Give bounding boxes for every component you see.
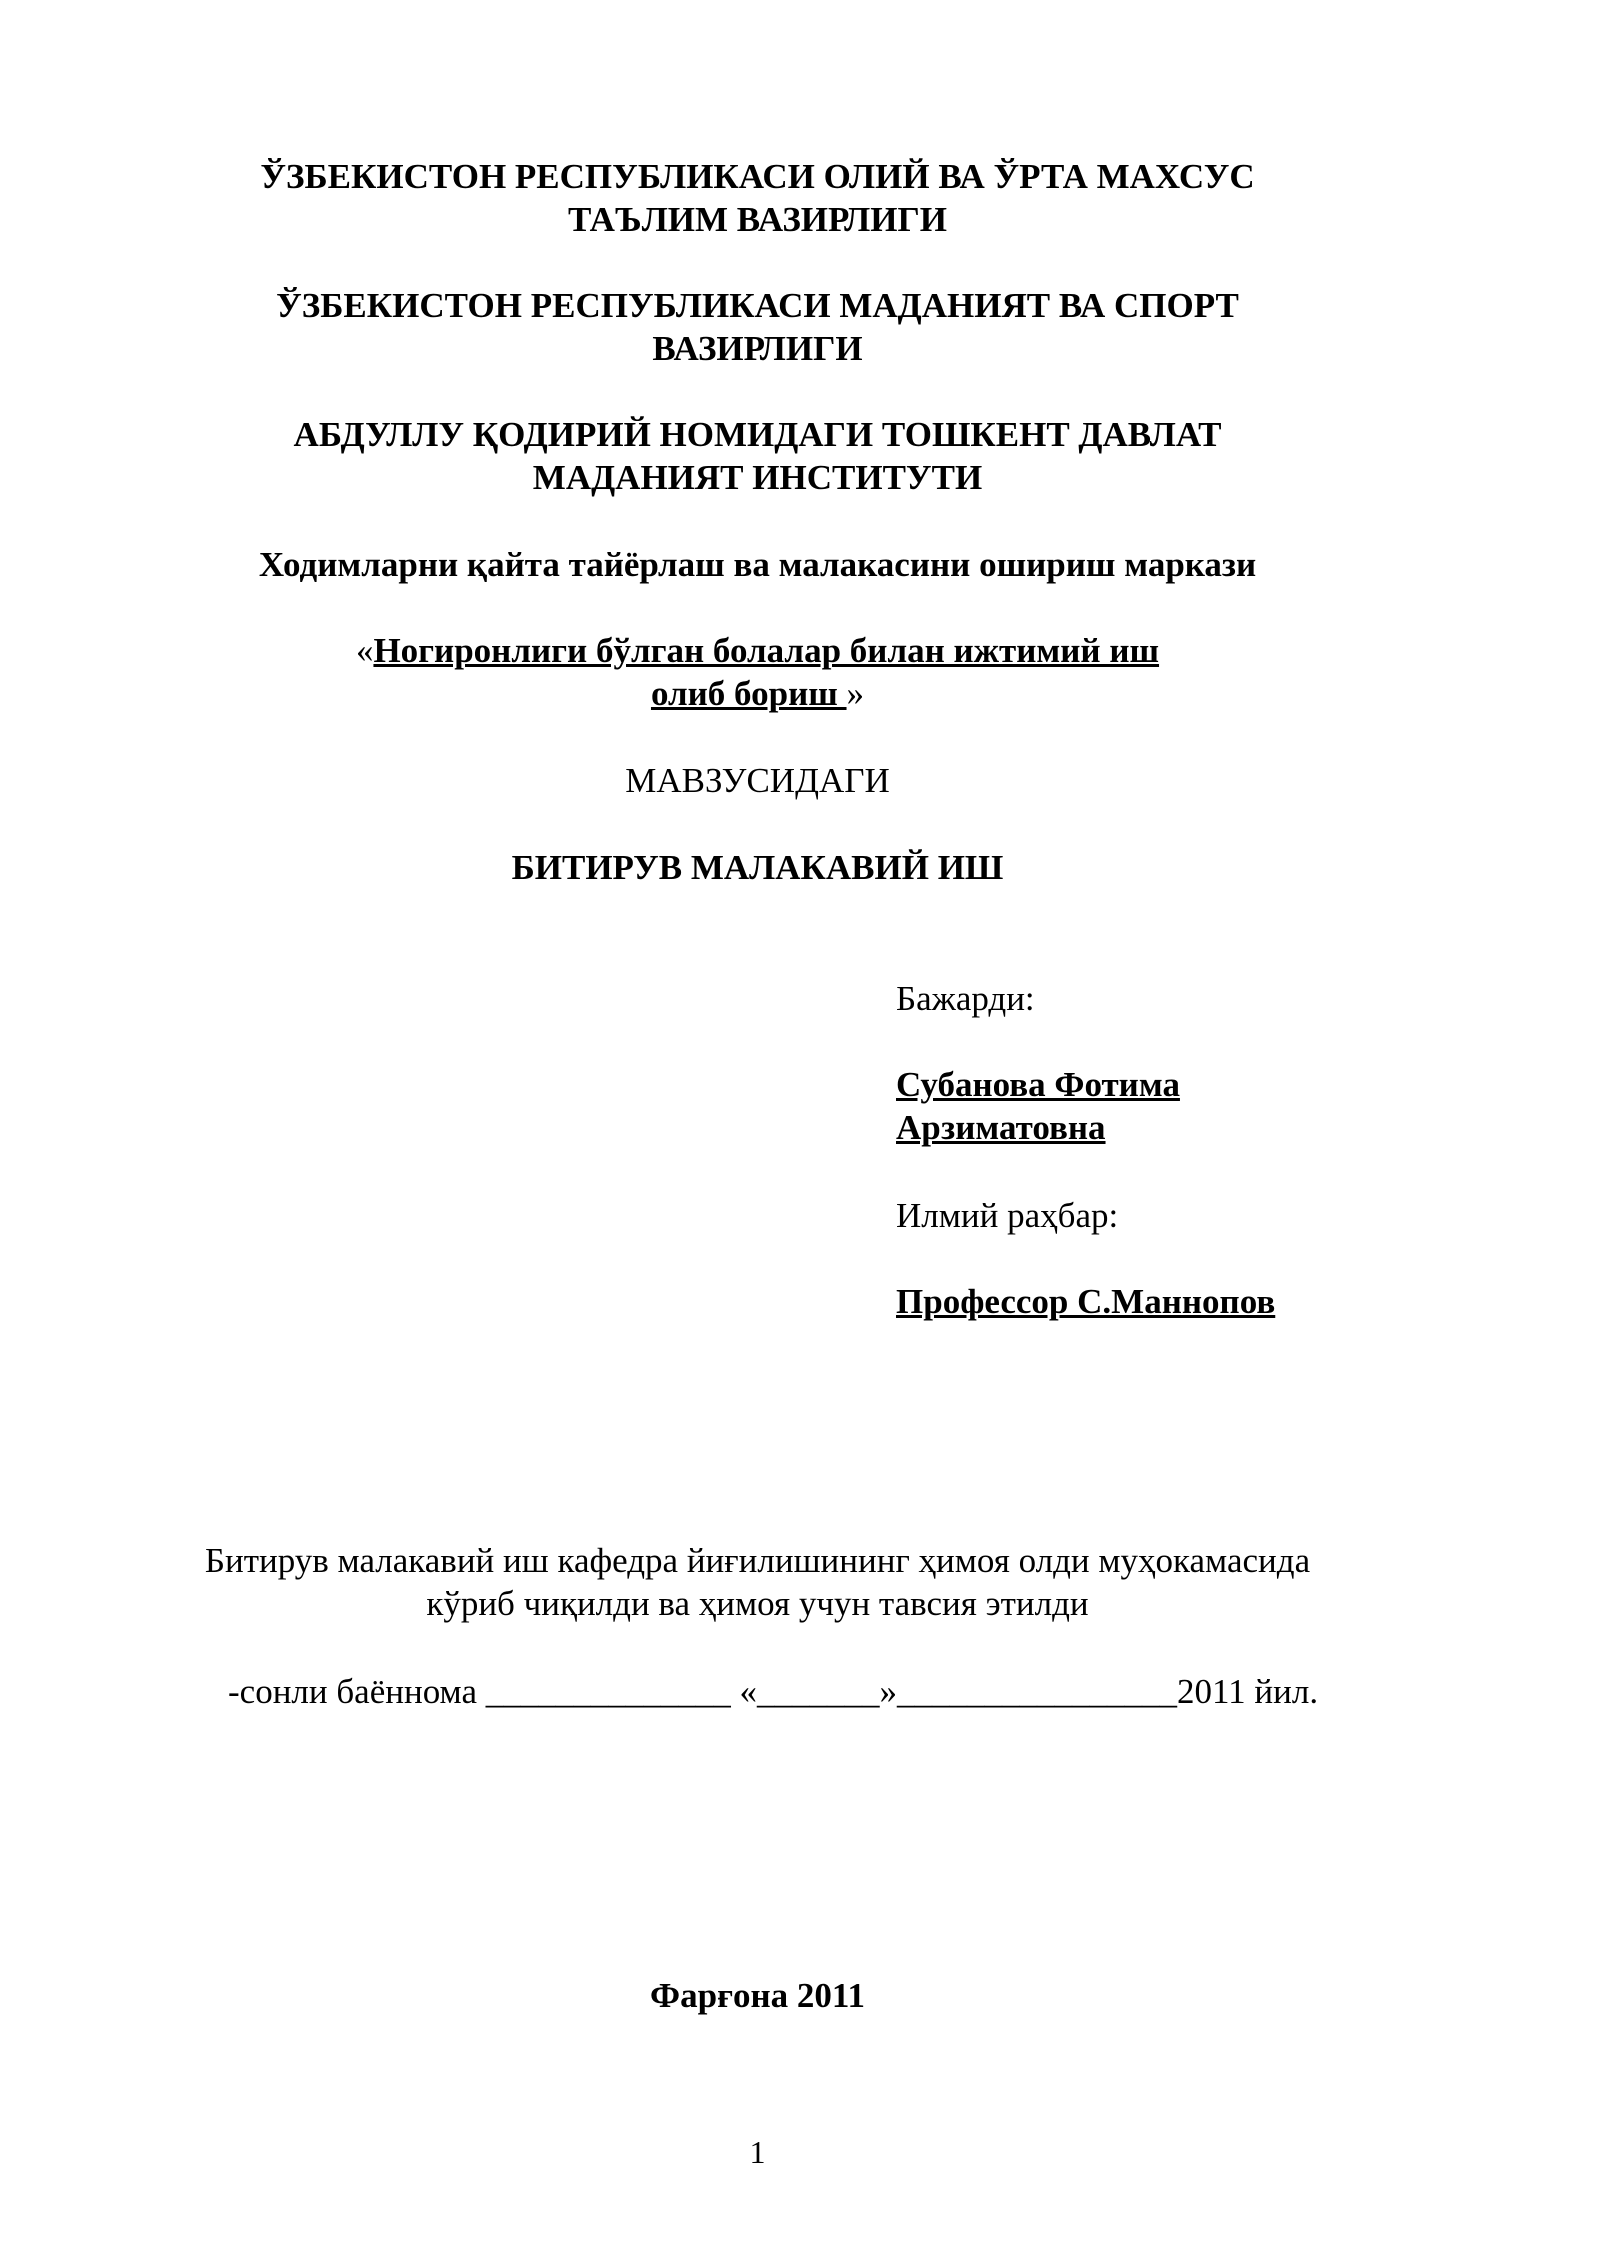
- ministry-of-education-line-2: ТАЪЛИМ ВАЗИРЛИГИ: [568, 200, 947, 239]
- advisor-label: Илмий раҳбар:: [896, 1196, 1119, 1235]
- training-center-name: Ходимларни қайта тайёрлаш ва малакасини ошириш маркази: [258, 545, 1257, 584]
- recommendation-text: [200, 1539, 1315, 1625]
- page-number: 1: [749, 2134, 766, 2170]
- city-and-year: Фарғона 2011: [650, 1976, 865, 2015]
- topic-line-1: Ногиронлиги бўлган болалар билан ижтимий иш: [373, 631, 1160, 670]
- topic-close-quote: »: [846, 674, 865, 713]
- thesis-topic: [200, 629, 1315, 715]
- recommendation-line-1: Битирув малакавий иш кафедра йиғилишининг ҳимоя олди муҳокамасида: [204, 1541, 1311, 1580]
- ministry-of-culture-line-1: ЎЗБЕКИСТОН РЕСПУБЛИКАСИ МАДАНИЯТ ВА СПОРТ: [276, 286, 1239, 325]
- work-type-title: БИТИРУВ МАЛАКАВИЙ ИШ: [511, 848, 1004, 887]
- recommendation-line-2: кўриб чиқилди ва ҳимоя учун тавсия этилди: [426, 1584, 1089, 1623]
- author-name: [896, 1063, 1496, 1149]
- topic-open-quote: «: [355, 631, 374, 670]
- institute-line-1: АБДУЛЛУ ҚОДИРИЙ НОМИДАГИ ТОШКЕНТ ДАВЛАТ: [293, 415, 1222, 454]
- done-by-label: Бажарди:: [896, 979, 1035, 1018]
- institute-heading: [200, 413, 1315, 499]
- author-name-line-2: Арзиматовна: [896, 1108, 1106, 1147]
- ministry-of-culture-line-2: ВАЗИРЛИГИ: [652, 329, 863, 368]
- advisor-name: Профессор С.Маннопов: [896, 1282, 1276, 1321]
- topic-label: МАВЗУСИДАГИ: [625, 761, 890, 800]
- protocol-line: -сонли баённома ______________ «_______»________________2011 йил.: [228, 1672, 1319, 1711]
- author-name-line-1: Субанова Фотима: [896, 1065, 1180, 1104]
- ministry-of-culture-heading: [200, 284, 1315, 370]
- ministry-of-education-line-1: ЎЗБЕКИСТОН РЕСПУБЛИКАСИ ОЛИЙ ВА ЎРТА МАХСУС: [260, 157, 1255, 196]
- ministry-of-education-heading: [200, 155, 1315, 241]
- topic-line-2: олиб бориш: [650, 674, 847, 713]
- institute-line-2: МАДАНИЯТ ИНСТИТУТИ: [532, 458, 983, 497]
